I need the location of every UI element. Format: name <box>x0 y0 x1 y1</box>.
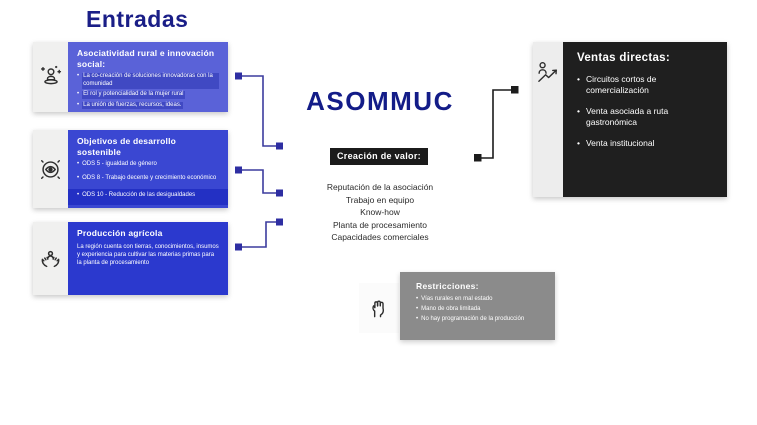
bullet-item <box>577 106 709 128</box>
bullet-item <box>77 161 219 169</box>
bullet-item <box>77 102 219 110</box>
bullet-text: ODS 5 - igualdad de género <box>82 161 157 168</box>
card-title: Asociatividad rural e innovación social: <box>77 48 215 69</box>
bullet-item <box>577 138 709 149</box>
bullet-item <box>416 316 545 324</box>
input-card-asociatividad <box>33 42 228 112</box>
bullet-text: Mano de obra limitada <box>421 305 481 312</box>
bullet-item <box>416 296 545 304</box>
bullet-item <box>77 175 219 183</box>
bullet-dot: • <box>77 101 80 108</box>
bullet-dot: • <box>77 161 80 168</box>
card-title: Ventas directas: <box>577 52 671 64</box>
bullet-dot: • <box>77 73 80 80</box>
bullet-dot: • <box>577 106 580 117</box>
bullet-text: ODS 10 - Reducción de las desigualdades <box>82 191 196 198</box>
connector-line-indigo <box>238 76 279 247</box>
sales-card-body <box>563 42 727 197</box>
value-item: Planta de procesamiento <box>332 219 428 230</box>
bullet-dot: • <box>416 296 419 302</box>
bullet-dot: • <box>577 74 580 84</box>
input-card-body <box>68 222 228 295</box>
fist-icon <box>366 295 392 321</box>
card-title: Restricciones: <box>416 281 479 291</box>
card-title: Producción agrícola <box>77 228 163 238</box>
icon-panel <box>533 42 563 197</box>
sales-card <box>533 42 727 197</box>
bullet-dot: • <box>416 305 419 312</box>
bullet-item <box>577 74 709 96</box>
bullet-text: Venta institucional <box>585 138 655 149</box>
icon-panel <box>33 130 68 208</box>
restrictions-card <box>400 272 555 340</box>
icon-panel <box>33 42 68 112</box>
value-item: Trabajo en equipo <box>345 194 415 205</box>
input-card-body <box>68 42 228 112</box>
bullet-dot: • <box>77 175 80 182</box>
icon-panel <box>359 283 399 333</box>
hands-holding-icon <box>37 245 64 272</box>
person-growth-icon <box>535 60 561 86</box>
bullet-dot: • <box>77 91 80 98</box>
bullet-text: La co-creación de soluciones innovadoras con la comunidad <box>82 73 219 89</box>
page-title: Entradas <box>86 6 189 32</box>
bullet-item <box>416 306 545 314</box>
bullet-text: Circuitos cortos de comercialización <box>585 74 657 96</box>
bullet-text: Vías rurales en mal estado <box>421 296 493 302</box>
bullet-text: La unión de fuerzas, recursos, ideas. <box>83 101 182 108</box>
card-title: Objetivos de desarrollo sostenible <box>77 136 177 157</box>
vision-eye-icon <box>37 156 64 183</box>
bullet-text: Venta asociada a ruta gastronómica <box>585 106 669 128</box>
input-card-body <box>68 130 228 208</box>
value-creation-label: Creación de valor: <box>330 148 428 165</box>
value-list <box>286 181 474 244</box>
card-description: La región cuenta con tierras, conocimientos, insumos y experiencia para cultivar las materias primas para la planta de procesamiento <box>77 243 219 267</box>
bullet-item <box>68 189 228 205</box>
value-item: Capacidades comerciales <box>331 232 429 243</box>
bullet-dot: • <box>77 191 80 198</box>
value-item: Reputación de la asociación <box>326 182 434 192</box>
bullet-item <box>77 91 219 99</box>
bullet-item <box>77 73 219 89</box>
value-item: Know-how <box>360 207 400 218</box>
connector-endpoint-squares-black <box>474 86 519 162</box>
bullet-text: No hay programación de la producción <box>421 315 525 322</box>
input-card-ods <box>33 130 228 208</box>
icon-panel <box>33 222 68 295</box>
bullet-dot: • <box>577 138 580 149</box>
bullet-dot: • <box>416 315 419 322</box>
bullet-text: ODS 8 - Trabajo decente y crecimiento económico <box>82 175 217 182</box>
input-card-produccion <box>33 222 228 295</box>
person-sparkles-icon <box>38 64 64 90</box>
organization-name: ASOMMUC <box>306 86 454 116</box>
bullet-text: El rol y potencialidad de la mujer rural <box>83 91 184 98</box>
connector-line-black <box>478 90 513 158</box>
connector-endpoint-squares-indigo <box>235 73 283 251</box>
